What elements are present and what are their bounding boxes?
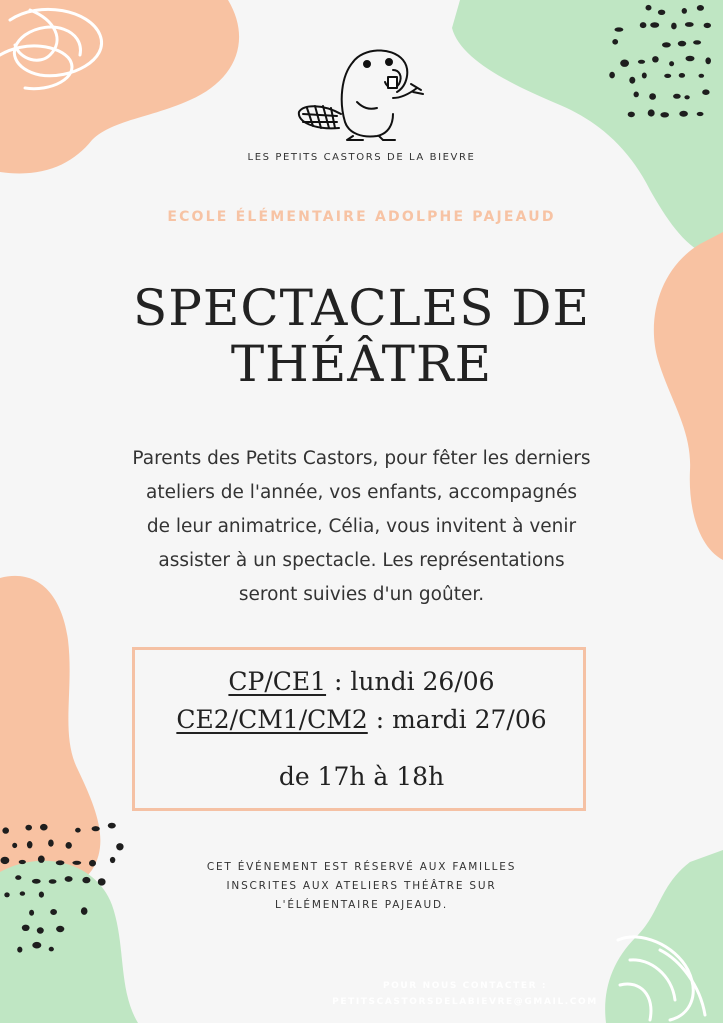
decor-dot [699,74,705,78]
decor-dot [29,910,34,916]
decor-dot [673,94,681,99]
notice-line: CET ÉVÉNEMENT EST RÉSERVÉ AUX FAMILLES [206,861,517,873]
decor-dot [609,72,615,79]
decor-dot [646,5,652,11]
contact-email[interactable]: PETITSCASTORSDELABIEVRE@GMAIL.COM [332,997,598,1007]
decor-dot [17,947,22,953]
decor-dot [678,41,686,47]
decor-dot [671,23,677,30]
decor-dot [72,861,81,865]
decor-dot [652,56,659,62]
title-line-1: SPECTACLES DE [132,279,591,337]
notice-line: INSCRITES AUX ATELIERS THÉÂTRE SUR [226,880,497,892]
decor-dot [19,860,26,864]
decor-dot [697,112,704,116]
decor-dot [638,60,645,64]
decor-dot [704,23,711,28]
decor-dot [27,841,33,848]
intro-line: ateliers de l'année, vos enfants, accompagnés [145,482,577,503]
decor-dot [642,73,647,79]
bottom-right-scribble [618,937,705,1020]
decor-dot [686,56,695,62]
decor-dot [628,112,635,118]
decor-dot [4,892,9,897]
decor-dot [38,856,45,863]
schedule-date: : mardi 27/06 [367,705,547,734]
decor-dot [39,892,44,898]
schedule-group: CP/CE1 [228,667,327,696]
decor-dot [15,875,21,880]
decor-dot [12,843,17,848]
decor-dot [89,860,96,867]
decor-dot [1,857,10,864]
contact-label: POUR NOUS CONTACTER : [382,981,548,991]
beaver-icon [293,42,433,142]
decor-dot [40,824,48,831]
title-line-2: THÉÂTRE [230,335,493,393]
decor-dot [50,909,57,915]
intro-line: de leur animatrice, Célia, vous invitent à venir [146,516,577,537]
decor-dot [697,5,704,11]
decor-dot [22,925,30,931]
decor-dot [693,40,701,44]
decor-dot [110,857,115,863]
decor-dot [56,860,65,865]
decor-dot [682,8,687,14]
intro-line: seront suivies d'un goûter. [238,584,485,605]
decor-dot [705,57,711,64]
decor-dot [92,826,100,831]
decor-dot [2,827,9,833]
intro-paragraph [100,442,623,612]
decor-dot [98,878,106,885]
decor-dot [669,61,674,66]
decor-dot [649,93,656,100]
decor-dot [660,112,669,117]
decor-dot [20,891,25,895]
intro-line: assister à un spectacle. Les représentations [158,550,565,571]
decor-dot [82,877,90,883]
decor-dot [658,10,665,15]
decor-dot [664,74,671,78]
decor-dot [32,942,41,949]
decor-dot [75,828,81,833]
decor-dot [56,926,64,932]
schedule-group: CE2/CM1/CM2 [176,705,368,734]
decor-dot [116,843,123,850]
decor-dot [629,77,635,84]
decor-dot [65,876,73,882]
page-title [0,280,723,392]
decor-dot [37,927,44,933]
decor-dot [48,840,54,847]
notice-line: L'ÉLÉMENTAIRE PAJEAUD. [274,899,448,911]
schedule-row-ce2-cm1-cm2 [0,705,723,734]
decor-dot [25,825,32,831]
schedule-time: de 17h à 18h [278,762,445,791]
decor-dot [685,22,694,27]
decor-dot [662,42,671,47]
decor-dot [32,879,41,884]
school-name: ECOLE ÉLÉMENTAIRE ADOLPHE PAJEAUD [167,209,556,225]
decor-dot [679,73,685,78]
decor-dot [81,907,88,915]
decor-dot [648,109,655,116]
intro-line: Parents des Petits Castors, pour fêter les derniers [132,448,591,469]
decor-dot [66,842,72,849]
top-right-dots [609,5,711,118]
decor-dot [679,111,688,117]
reserved-notice [150,858,573,915]
top-left-scribble [0,9,102,88]
decor-dot [615,27,624,31]
decor-dot [650,22,659,28]
decor-dot [702,89,709,95]
organization-name: LES PETITS CASTORS DE LA BIEVRE [247,152,476,163]
decor-dot [684,95,689,99]
decor-dot [612,39,618,45]
decor-dot [49,947,54,952]
decor-dot [108,823,116,829]
bottom-left-dots [1,823,124,953]
schedule-date: : lundi 26/06 [326,667,495,696]
schedule-row-cp-ce1 [0,667,723,696]
decor-dot [620,60,629,67]
decor-dot [634,92,639,98]
decor-dot [640,22,647,28]
decor-dot [49,879,57,884]
